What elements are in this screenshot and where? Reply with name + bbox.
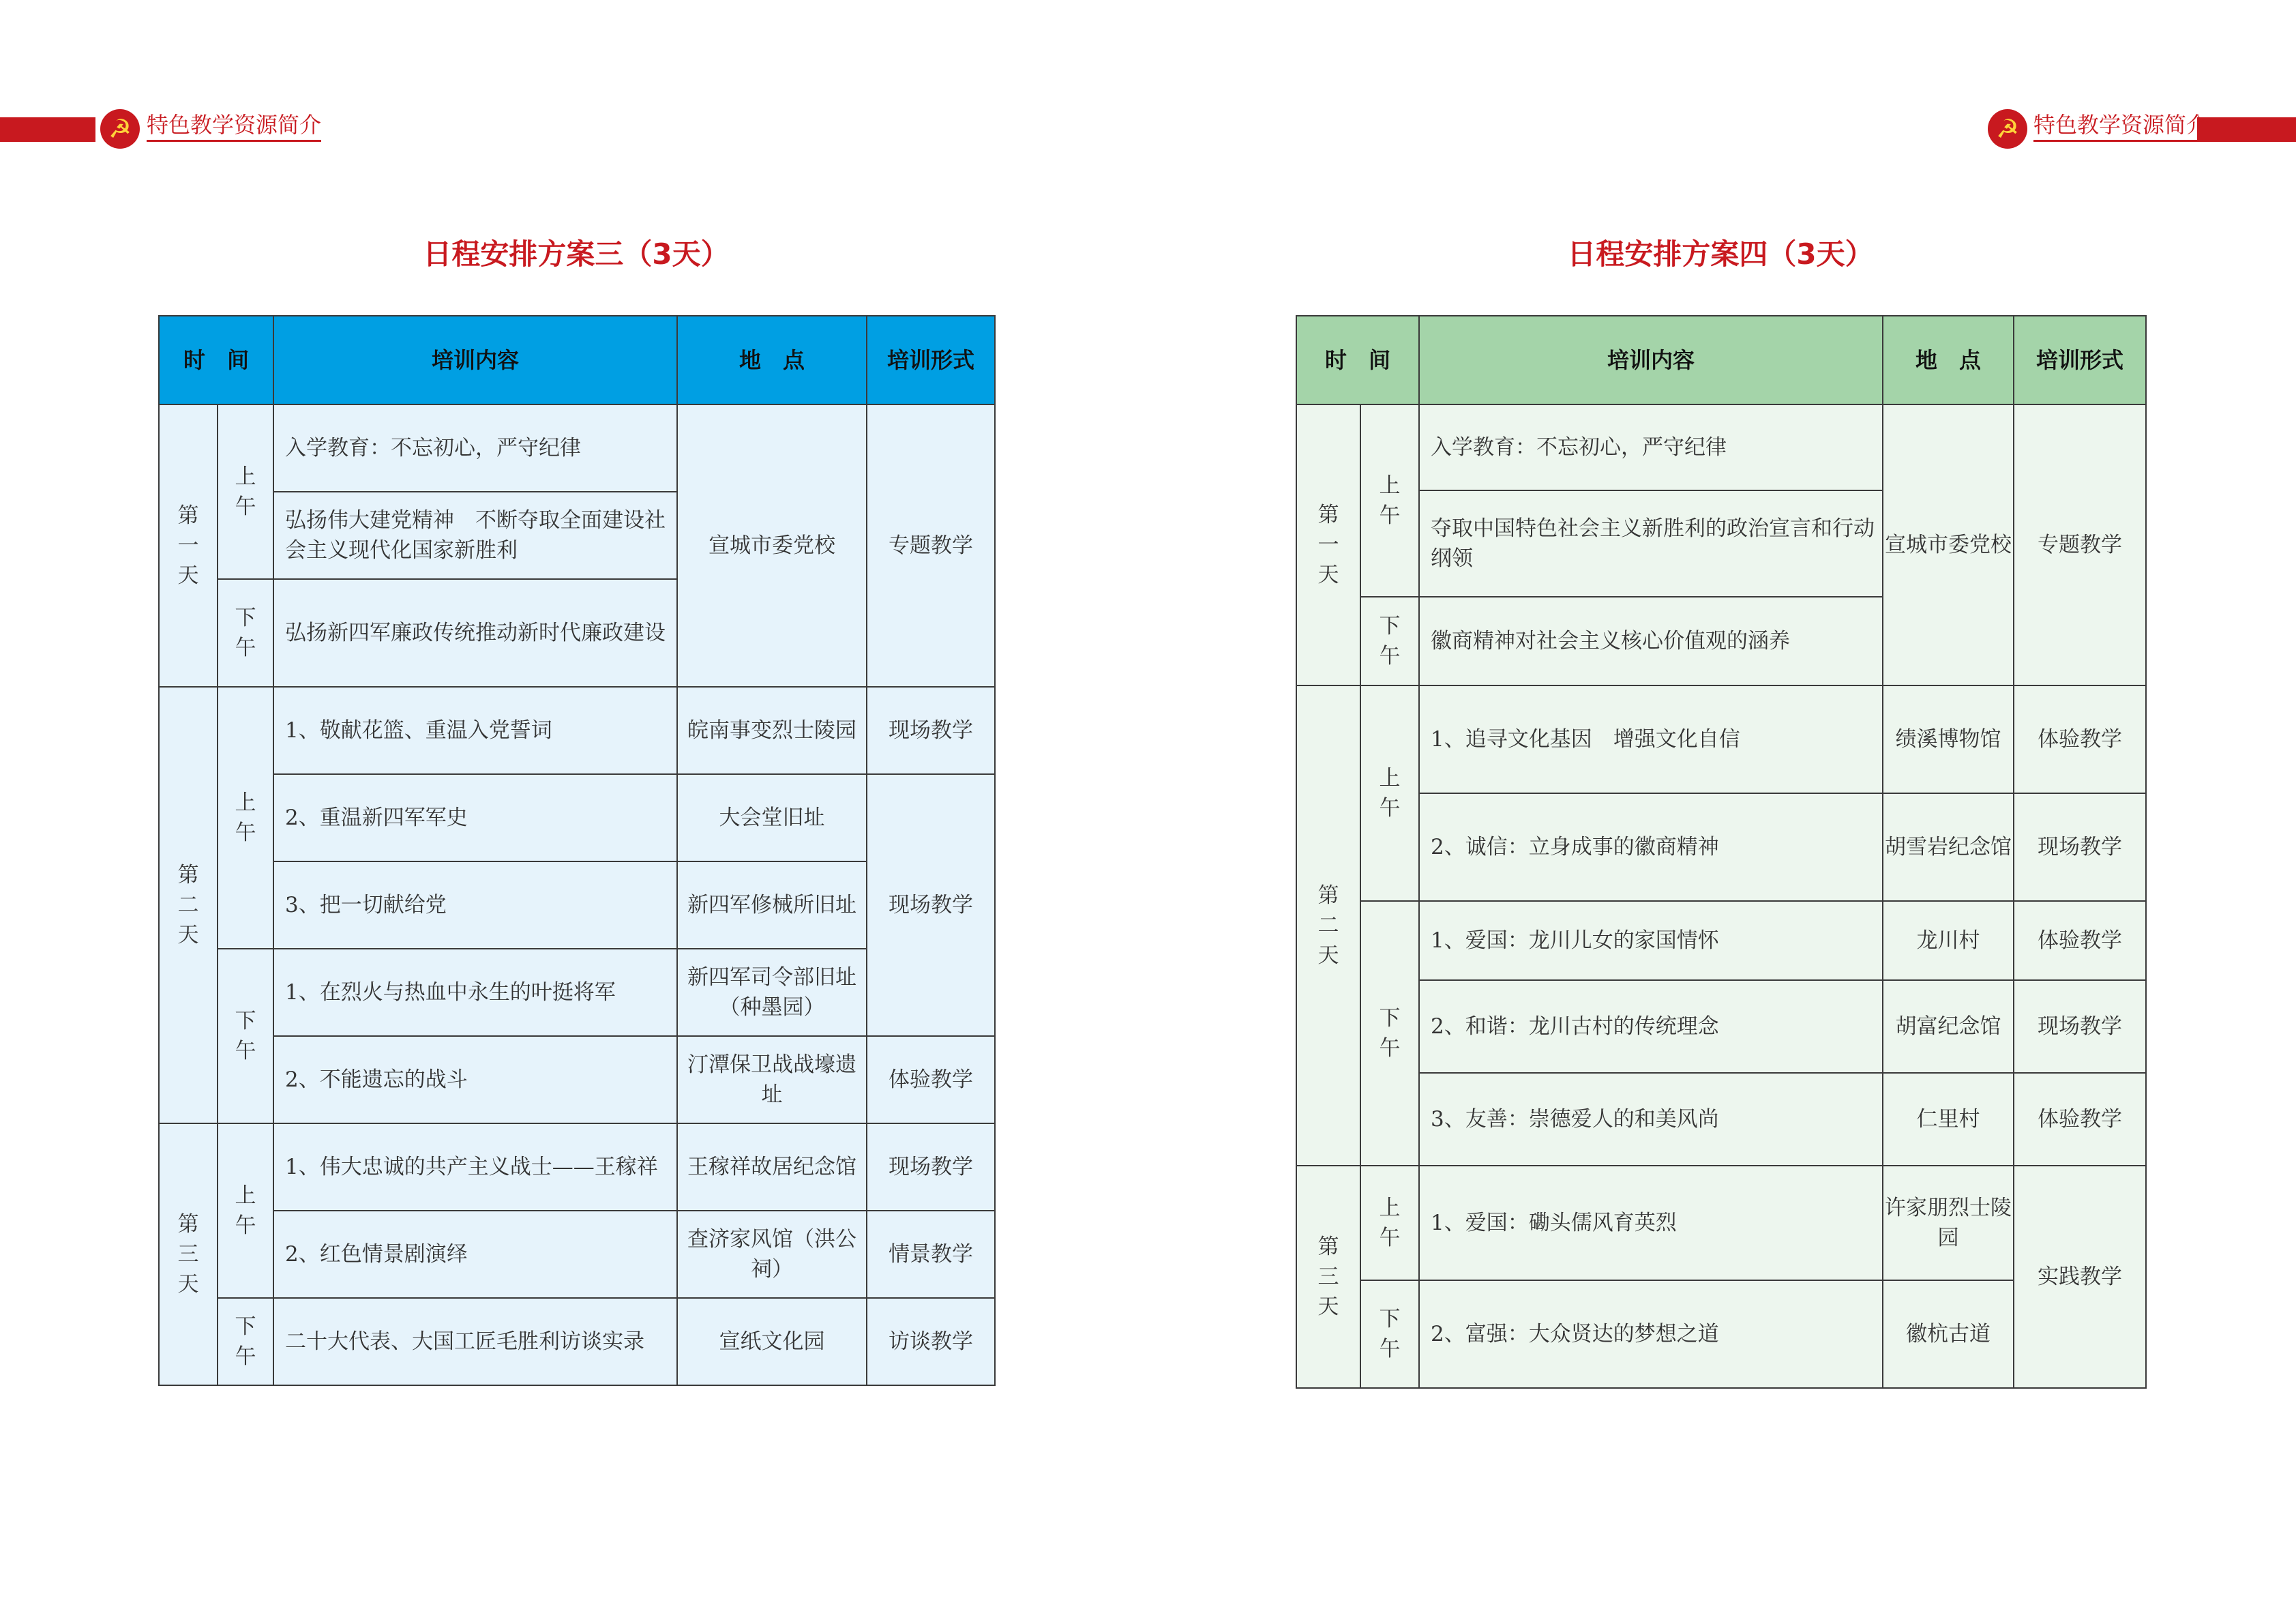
period-label: 上午 — [1360, 1166, 1419, 1280]
place-cell: 宣城市委党校 — [1883, 404, 2014, 685]
form-cell: 体验教学 — [2014, 685, 2146, 793]
form-cell: 访谈教学 — [867, 1298, 995, 1385]
day-label: 第一天 — [1296, 404, 1360, 685]
form-cell: 实践教学 — [2014, 1166, 2146, 1388]
place-cell: 王稼祥故居纪念馆 — [677, 1123, 867, 1211]
form-cell: 现场教学 — [2014, 793, 2146, 901]
content-cell: 弘扬伟大建党精神 不断夺取全面建设社会主义现代化国家新胜利 — [273, 492, 677, 579]
day-label: 第三天 — [159, 1123, 218, 1385]
section-title-left: 特色教学资源简介 — [147, 111, 321, 142]
period-label: 上午 — [218, 404, 273, 579]
form-cell: 现场教学 — [867, 1123, 995, 1211]
content-cell: 徽商精神对社会主义核心价值观的涵养 — [1419, 597, 1883, 685]
col-form-header: 培训形式 — [2014, 316, 2146, 404]
table-row — [159, 404, 995, 492]
table-row — [1296, 685, 2146, 793]
period-label: 上午 — [1360, 685, 1419, 901]
place-cell: 新四军修械所旧址 — [677, 861, 867, 949]
table-row — [1296, 901, 2146, 980]
period-label: 上午 — [1360, 404, 1419, 597]
place-cell: 宣城市委党校 — [677, 404, 867, 687]
content-cell: 2、富强：大众贤达的梦想之道 — [1419, 1280, 1883, 1388]
period-label: 下午 — [218, 579, 273, 687]
content-cell: 3、友善：崇德爱人的和美风尚 — [1419, 1073, 1883, 1166]
header-bar-right — [2197, 117, 2296, 142]
content-cell: 1、追寻文化基因 增强文化自信 — [1419, 685, 1883, 793]
plan3-title: 日程安排方案三（3天） — [423, 237, 730, 271]
form-cell: 现场教学 — [2014, 980, 2146, 1073]
content-cell: 入学教育：不忘初心，严守纪律 — [1419, 404, 1883, 490]
col-time-header: 时 间 — [159, 316, 273, 404]
table-row — [1296, 1166, 2146, 1280]
form-cell: 情景教学 — [867, 1211, 995, 1298]
place-cell: 许家朋烈士陵园 — [1883, 1166, 2014, 1280]
place-cell: 仁里村 — [1883, 1073, 2014, 1166]
table-row — [1296, 793, 2146, 901]
period-label: 上午 — [218, 1123, 273, 1298]
col-content-header: 培训内容 — [1419, 316, 1883, 404]
place-cell: 绩溪博物馆 — [1883, 685, 2014, 793]
form-cell: 体验教学 — [2014, 1073, 2146, 1166]
col-time-header: 时 间 — [1296, 316, 1419, 404]
table-row — [159, 1036, 995, 1123]
content-cell: 入学教育：不忘初心，严守纪律 — [273, 404, 677, 492]
content-cell: 1、爱国：磡头儒风育英烈 — [1419, 1166, 1883, 1280]
plan3-schedule-table — [158, 315, 996, 1386]
col-content-header: 培训内容 — [273, 316, 677, 404]
table-row — [1296, 1073, 2146, 1166]
form-cell: 体验教学 — [867, 1036, 995, 1123]
content-cell: 二十大代表、大国工匠毛胜利访谈实录 — [273, 1298, 677, 1385]
place-cell: 皖南事变烈士陵园 — [677, 687, 867, 774]
table-row — [159, 1211, 995, 1298]
table-header-row — [159, 316, 995, 404]
place-cell: 汀潭保卫战战壕遗址 — [677, 1036, 867, 1123]
content-cell: 1、爱国：龙川儿女的家国情怀 — [1419, 901, 1883, 980]
content-cell: 2、不能遗忘的战斗 — [273, 1036, 677, 1123]
place-cell: 龙川村 — [1883, 901, 2014, 980]
content-cell: 2、和谐：龙川古村的传统理念 — [1419, 980, 1883, 1073]
table-row — [159, 774, 995, 861]
day-label: 第三天 — [1296, 1166, 1360, 1388]
content-cell: 夺取中国特色社会主义新胜利的政治宣言和行动纲领 — [1419, 490, 1883, 597]
form-cell: 专题教学 — [867, 404, 995, 687]
content-cell: 3、把一切献给党 — [273, 861, 677, 949]
plan4-schedule-table — [1296, 315, 2147, 1389]
form-cell: 体验教学 — [2014, 901, 2146, 980]
place-cell: 胡雪岩纪念馆 — [1883, 793, 2014, 901]
table-row — [159, 687, 995, 774]
form-cell: 现场教学 — [867, 774, 995, 1036]
table-row — [1296, 980, 2146, 1073]
day-label: 第二天 — [1296, 685, 1360, 1166]
col-place-header: 地 点 — [677, 316, 867, 404]
plan4-title: 日程安排方案四（3天） — [1567, 237, 1874, 271]
day-label: 第二天 — [159, 687, 218, 1123]
content-cell: 1、伟大忠诚的共产主义战士——王稼祥 — [273, 1123, 677, 1211]
place-cell: 徽杭古道 — [1883, 1280, 2014, 1388]
period-label: 下午 — [1360, 1280, 1419, 1388]
form-cell: 专题教学 — [2014, 404, 2146, 685]
table-row — [159, 1123, 995, 1211]
header-bar-left — [0, 117, 95, 142]
table-row — [159, 1298, 995, 1385]
place-cell: 胡富纪念馆 — [1883, 980, 2014, 1073]
table-row — [1296, 404, 2146, 490]
table-header-row — [1296, 316, 2146, 404]
form-cell: 现场教学 — [867, 687, 995, 774]
place-cell: 新四军司令部旧址（种墨园） — [677, 949, 867, 1036]
content-cell: 1、在烈火与热血中永生的叶挺将军 — [273, 949, 677, 1036]
party-emblem-icon: ☭ — [100, 109, 140, 149]
place-cell: 宣纸文化园 — [677, 1298, 867, 1385]
col-form-header: 培训形式 — [867, 316, 995, 404]
day-label: 第一天 — [159, 404, 218, 687]
content-cell: 2、诚信：立身成事的徽商精神 — [1419, 793, 1883, 901]
section-title-right: 特色教学资源简介 — [2033, 111, 2208, 142]
content-cell: 弘扬新四军廉政传统推动新时代廉政建设 — [273, 579, 677, 687]
place-cell: 大会堂旧址 — [677, 774, 867, 861]
period-label: 下午 — [1360, 597, 1419, 685]
period-label: 下午 — [1360, 901, 1419, 1166]
content-cell: 1、敬献花篮、重温入党誓词 — [273, 687, 677, 774]
party-emblem-icon: ☭ — [1988, 109, 2027, 149]
content-cell: 2、重温新四军军史 — [273, 774, 677, 861]
content-cell: 2、红色情景剧演绎 — [273, 1211, 677, 1298]
place-cell: 查济家风馆（洪公祠） — [677, 1211, 867, 1298]
period-label: 下午 — [218, 949, 273, 1123]
col-place-header: 地 点 — [1883, 316, 2014, 404]
period-label: 上午 — [218, 687, 273, 949]
period-label: 下午 — [218, 1298, 273, 1385]
